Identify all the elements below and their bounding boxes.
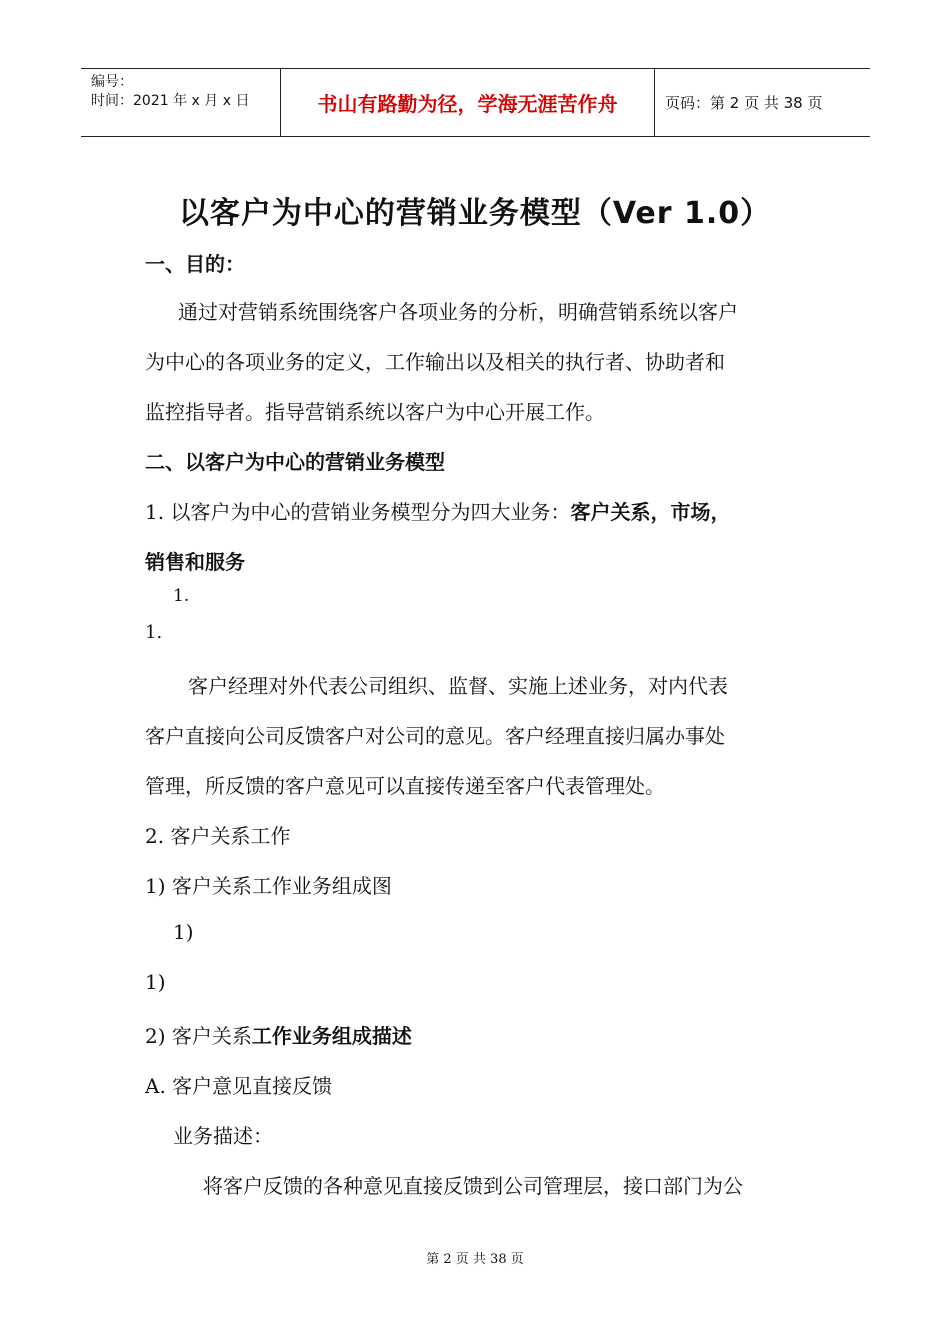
sub2-prefix: 2) 客户关系 bbox=[145, 1024, 252, 1048]
page-header-table bbox=[81, 68, 870, 137]
section1-para-line: 监控指导者。指导营销系统以客户为中心开展工作。 bbox=[145, 400, 605, 424]
header-divider bbox=[654, 69, 655, 136]
section2-sub2 bbox=[145, 1020, 412, 1049]
list-marker: 1. bbox=[145, 622, 163, 643]
sub2-bold: 工作业务组成描述 bbox=[251, 1024, 412, 1048]
section2-item1-line2: 销售和服务 bbox=[145, 550, 245, 574]
section2-para-line: 客户直接向公司反馈客户对公司的意见。客户经理直接归属办事处 bbox=[145, 724, 725, 748]
section1-para-line: 为中心的各项业务的定义，工作输出以及相关的执行者、协助者和 bbox=[145, 350, 725, 374]
document-title: 以客户为中心的营销业务模型（Ver 1.0） bbox=[178, 196, 772, 231]
section2-sub1: 1) 客户关系工作业务组成图 bbox=[145, 874, 392, 898]
list-marker: 1) bbox=[145, 970, 166, 994]
section2-item2: 2. 客户关系工作 bbox=[145, 824, 291, 848]
item1-bold: 客户关系，市场， bbox=[570, 500, 731, 524]
header-page-info: 页码：第 2 页 共 38 页 bbox=[665, 94, 823, 112]
list-marker: 1. bbox=[173, 586, 190, 606]
section1-para-line: 通过对营销系统围绕客户各项业务的分析，明确营销系统以客户 bbox=[178, 300, 738, 324]
section2-para-line: 管理，所反馈的客户意见可以直接传递至客户代表管理处。 bbox=[145, 774, 665, 798]
section2-heading: 二、以客户为中心的营销业务模型 bbox=[145, 450, 445, 474]
section2-item-a: A. 客户意见直接反馈 bbox=[145, 1074, 333, 1098]
section2-item1 bbox=[145, 496, 730, 525]
section2-para-line: 客户经理对外代表公司组织、监督、实施上述业务，对内代表 bbox=[188, 674, 728, 698]
desc-line: 将客户反馈的各种意见直接反馈到公司管理层，接口部门为公 bbox=[203, 1174, 743, 1198]
header-motto: 书山有路勤为径，学海无涯苦作舟 bbox=[317, 92, 618, 116]
page-footer: 第 2 页 共 38 页 bbox=[426, 1252, 524, 1267]
desc-label: 业务描述： bbox=[173, 1124, 273, 1148]
header-left-cell bbox=[91, 73, 249, 111]
time-label: 时间：2021 年 x 月 x 日 bbox=[91, 93, 250, 109]
section1-heading: 一、目的： bbox=[145, 252, 245, 276]
item1-prefix: 1. 以客户为中心的营销业务模型分为四大业务： bbox=[145, 500, 571, 524]
list-marker: 1) bbox=[173, 920, 194, 944]
number-label: 编号： bbox=[91, 74, 133, 90]
